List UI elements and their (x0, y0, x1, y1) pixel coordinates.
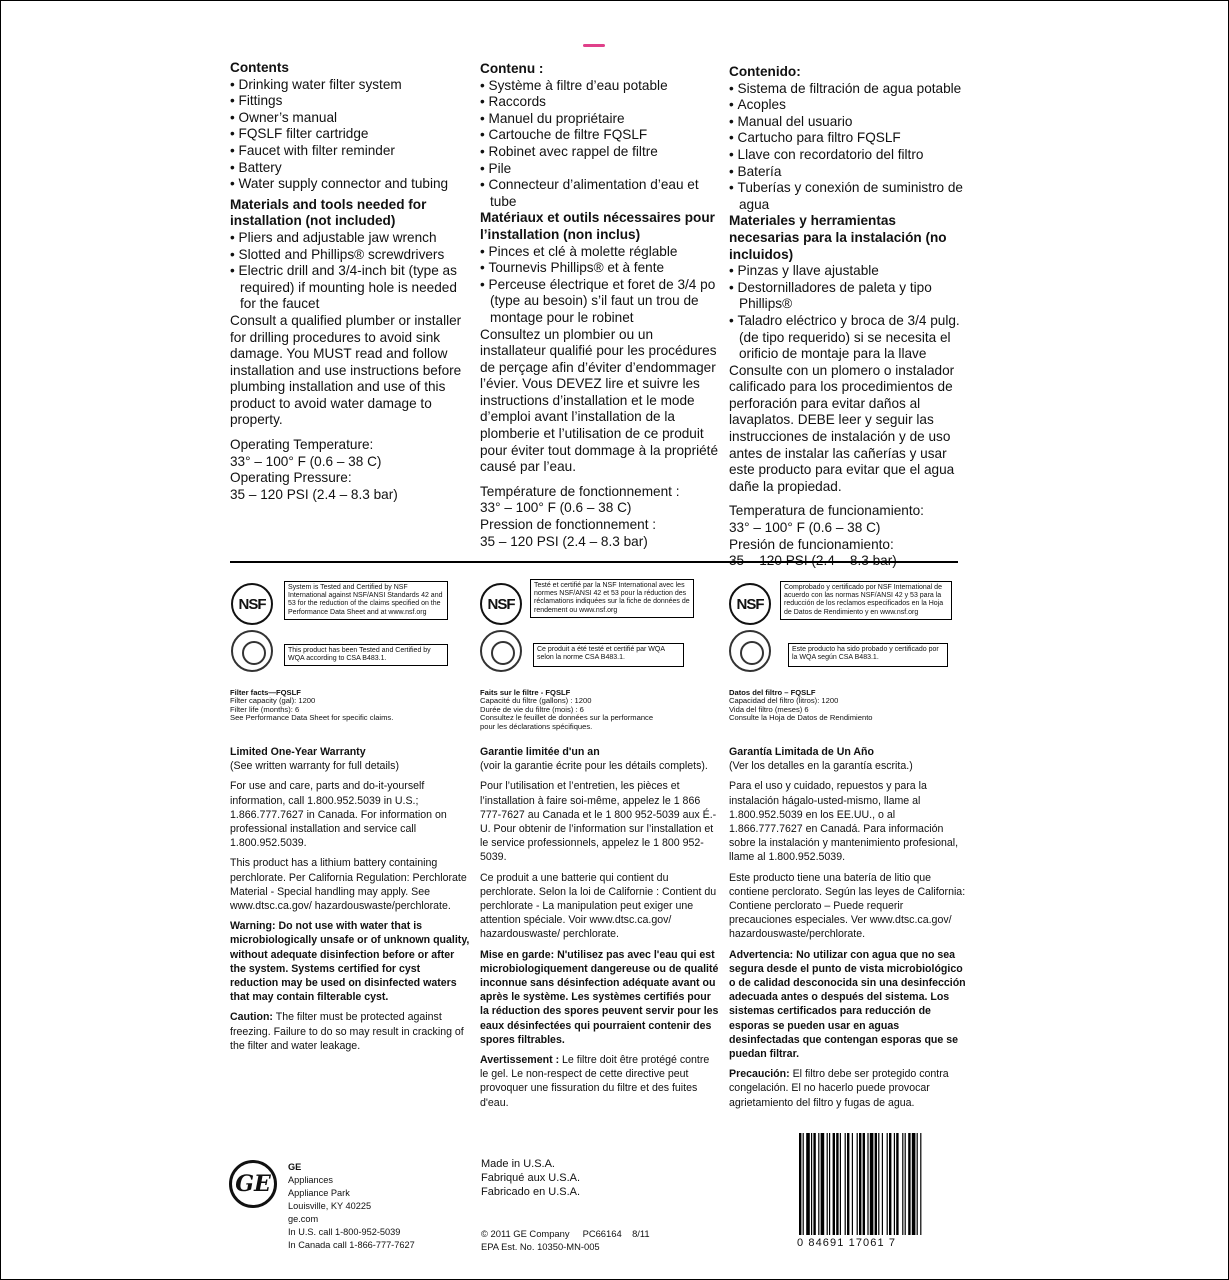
barcode-bar (887, 1133, 888, 1235)
filter-facts-title: Faits sur le filtre - FQSLF (480, 688, 571, 697)
contents-list (729, 81, 969, 214)
list-item: • Llave con recordatorio del filtro (729, 147, 969, 164)
warning-text: Mise en garde: N'utilisez pas avec l'eau qui est microbiologiquement dangereuse ou de qualité inconnue sans désinfection adéquate avant ou après le système. Les systèmes certifiés pour la réduction des spores peuvent servir pour les eaux désinfectées qui pourraient contenir des spores filtrables. (480, 948, 719, 1046)
barcode-bar (811, 1133, 812, 1235)
caution-label: Avertissement : (480, 1054, 560, 1067)
list-item: • Taladro eléctrico y broca de 3/4 pulg. (de tipo requerido) si se necesita el orificio de montaje para la llave (729, 313, 969, 363)
pressure-value: 35 – 120 PSI (2.4 – 8.3 bar) (480, 533, 648, 549)
tools-list (729, 263, 969, 363)
made-in-line: Fabriqué aux U.S.A. (481, 1172, 581, 1184)
nsf-certification-text: System is Tested and Certified by NSF International against NSF/ANSI Standards 42 and 53 for the reduction of the claims specified on the Performance Data Sheet and at www.nsf.org (284, 581, 448, 620)
made-in-line: Fabricado en U.S.A. (481, 1186, 581, 1198)
barcode-bar (827, 1133, 828, 1235)
barcode (797, 1133, 961, 1238)
wqa-seal-icon (231, 630, 273, 672)
nsf-logo-icon: NSF (480, 583, 522, 625)
copyright: © 2011 GE Company PC66164 8/11 (481, 1228, 650, 1239)
section-divider (230, 561, 958, 563)
list-item: • Manual del usuario (729, 114, 969, 131)
service-info: Pour l’utilisation et l’entretien, les pièces et l’installation à faire soi-même, appelez le 1 866 777-7627 au Canada et le 1 800 952-5039 aux É.-U. Pour obtenir de l’information sur l’installation et le service professionnels, appelez le 1 800 952-5039. (480, 780, 717, 864)
pressure-label: Operating Pressure: (230, 470, 352, 486)
temp-value: 33° – 100° F (0.6 – 38 C) (480, 500, 632, 516)
barcode-bar (917, 1133, 918, 1235)
warranty-subtitle: (See written warranty for full details) (230, 760, 399, 773)
caution-text (480, 1053, 720, 1110)
filter-fact: Filter life (months): 6 (230, 704, 300, 714)
us-phone: In U.S. call 1-800-952-5039 (288, 1227, 401, 1237)
wqa-seal-icon (480, 630, 522, 672)
list-item: • Pinces et clé à molette réglable (480, 244, 720, 261)
barcode-bar (833, 1133, 835, 1235)
contents-title: Contents (230, 60, 289, 75)
filter-fact: Vida del filtro (meses) 6 (729, 704, 809, 714)
filter-fact: Capacidad del filtro (litros): 1200 (729, 696, 839, 706)
website: ge.com (288, 1214, 319, 1224)
nsf-logo-icon: NSF (231, 583, 273, 625)
barcode-bar (821, 1133, 825, 1235)
filter-fact: Consulte la Hoja de Datos de Rendimiento (729, 713, 873, 723)
barcode-bar (803, 1133, 804, 1235)
temp-label: Température de fonctionnement : (480, 483, 680, 499)
barcode-bar (806, 1133, 810, 1235)
list-item: • Destornilladores de paleta y tipo Phillips® (729, 280, 969, 313)
barcode-bar (813, 1133, 815, 1235)
canada-phone: In Canada call 1-866-777-7627 (288, 1240, 415, 1250)
barcode-bar (867, 1133, 868, 1235)
barcode-bar (840, 1133, 841, 1235)
pressure-label: Pression de fonctionnement : (480, 517, 657, 533)
warning-text: Advertencia: No utilizar con agua que no sea segura desde el punto de vista microbiológico o de calidad desconocida sin una desinfección adecuada antes o después del sistema. Los sistemas certificados para reducción de esporas se pueden usar en aguas desinfectadas que contengan esporas que se puedan filtrar. (729, 948, 966, 1061)
nsf-logo-icon: NSF (729, 583, 771, 625)
barcode-bar (894, 1133, 895, 1235)
warning-text: Warning: Do not use with water that is microbiologically unsafe or of unknown quality, without adequate disinfection before or after the system. Systems certified for cyst reduction may be used on disinfected waters that may contain filterable cyst. (230, 920, 470, 1004)
battery-notice: This product has a lithium battery containing perchlorate. Per California Regulation: Perchlorate Material - Special handling may apply. See www.dtsc.ca.gov/ hazardouswaste/perchlorate. (230, 857, 467, 913)
list-item: • Battery (230, 160, 470, 177)
upc-number: 0 84691 17061 7 (797, 1237, 897, 1249)
made-in-line: Made in U.S.A. (481, 1158, 555, 1170)
barcode-bar (902, 1133, 903, 1235)
pressure-label: Presión de funcionamiento: (729, 536, 894, 552)
french-instructions (480, 61, 720, 550)
caution-body: The filter must be protected against freezing. Failure to do so may result in cracking of the filter and water leakage. (230, 1011, 464, 1052)
tools-title: Materials and tools needed for installation (not included) (230, 196, 427, 229)
list-item: • Owner’s manual (230, 110, 470, 127)
list-item: • Manuel du propriétaire (480, 111, 720, 128)
barcode-bar (829, 1133, 830, 1235)
list-item: • Cartouche de filtre FQSLF (480, 127, 720, 144)
wqa-certification-text: Este producto ha sido probado y certificado por la WQA según CSA B483.1. (788, 643, 948, 667)
barcode-bar (878, 1133, 879, 1235)
address-line: Appliances (288, 1175, 333, 1185)
barcode-bar (845, 1133, 846, 1235)
contents-title: Contenido: (729, 64, 801, 79)
barcode-bar (857, 1133, 858, 1235)
warranty-title: Garantía Limitada de Un Año (729, 746, 874, 758)
nsf-certification-text: Comprobado y certificado por NSF International de acuerdo con las normas NSF/ANSI 42 y 53 para la reducción de los reclamos especificados en la Hoja de Datos de Rendimiento y en www.nsf.org (780, 581, 952, 620)
service-info: Para el uso y cuidado, repuestos y para la instalación hágalo-usted-mismo, llame al 1.800.952.5039 en los EE.UU., o al 1.866.777.7627 en Canadá. Para información sobre la instalación y mantenimiento profesional, llame al 1.800.952.5039. (729, 780, 959, 864)
list-item: • Pile (480, 161, 720, 178)
legal-info (481, 1227, 650, 1253)
barcode-bar (818, 1133, 819, 1235)
barcode-bar (912, 1133, 916, 1235)
barcode-bar (847, 1133, 849, 1235)
filter-fact: Consultez le feuillet de données sur la performance pour les déclarations spécifiques. (480, 713, 654, 731)
caution-body: Le filtre doit être protégé contre le gel. Le non-respect de cette directive peut provoquer une fissuration du filtre et des fuites d'eau. (480, 1054, 710, 1109)
spanish-warranty (729, 745, 969, 1116)
list-item: • Système à filtre d’eau potable (480, 78, 720, 95)
color-mark (583, 44, 605, 47)
tools-list (480, 244, 720, 327)
filter-fact: Filter capacity (gal): 1200 (230, 696, 316, 706)
barcode-bar (863, 1133, 865, 1235)
filter-facts (230, 689, 430, 723)
list-item: • Perceuse électrique et foret de 3/4 po (type au besoin) s’il faut un trou de montage pour le robinet (480, 277, 720, 327)
consult-text: Consult a qualified plumber or installer for drilling procedures to avoid sink damage. You MUST read and follow installation and use instructions before plumbing installation and use of this product to avoid water damage to property. (230, 312, 462, 428)
filter-fact: Durée de vie du filtre (mois) : 6 (480, 704, 584, 714)
temp-value: 33° – 100° F (0.6 – 38 C) (729, 520, 881, 536)
consult-text: Consulte con un plomero o instalador calificado para los procedimientos de perforación para evitar daños al lavaplatos. DEBE leer y seguir las instrucciones de instalación y de uso antes de instalar las cañerías y usar este producto para evitar que el agua dañe la propiedad. (729, 362, 955, 494)
spanish-instructions (729, 64, 969, 570)
warranty-subtitle: (Ver los detalles en la garantía escrita.) (729, 760, 913, 773)
barcode-bar (799, 1133, 801, 1235)
filter-facts-title: Datos del filtro – FQSLF (729, 688, 816, 697)
tools-list (230, 230, 470, 313)
battery-notice: Ce produit a une batterie qui contient du perchlorate. Selon la loi de Californie : Contient du perchlorate - La manipulation peut exiger une attention spéciale. Voir www.dtsc.ca.gov/ hazardouswaste/ perchlorate. (480, 871, 717, 941)
address-line: Appliance Park (288, 1188, 350, 1198)
ge-logo-icon: GE (229, 1160, 277, 1208)
barcode-bar (852, 1133, 853, 1235)
list-item: • Raccords (480, 94, 720, 111)
list-item: • Cartucho para filtro FQSLF (729, 130, 969, 147)
service-info: For use and care, parts and do-it-yourself information, call 1.800.952.5039 in U.S.; 1.866.777.7627 in Canada. For information on professional installation and service call 1.800.952.5039. (230, 780, 447, 850)
contents-list (480, 78, 720, 211)
barcode-bar (908, 1133, 910, 1235)
caution-text (230, 1010, 470, 1053)
wqa-certification-text: This product has been Tested and Certified by WQA according to CSA B483.1. (284, 644, 448, 666)
list-item: • Acoples (729, 97, 969, 114)
barcode-bar (905, 1133, 906, 1235)
contents-title: Contenu : (480, 61, 544, 76)
list-item: • Faucet with filter reminder (230, 143, 470, 160)
list-item: • Slotted and Phillips® screwdrivers (230, 247, 470, 264)
barcode-bar (836, 1133, 838, 1235)
barcode-bar (875, 1133, 877, 1235)
list-item: • Tuberías y conexión de suministro de agua (729, 180, 969, 213)
made-in (481, 1157, 580, 1199)
barcode-bar (859, 1133, 861, 1235)
temp-value: 33° – 100° F (0.6 – 38 C) (230, 453, 382, 469)
filter-facts (729, 689, 929, 723)
list-item: • Tournevis Phillips® et à fente (480, 260, 720, 277)
battery-notice: Este producto tiene una batería de litio que contiene perclorato. Según las leyes de California: Contiene perclorato – Puede requerir precauciones especiales. Ver www.dtsc.ca.gov/ hazardouswaste/perchlorate. (729, 871, 966, 941)
nsf-certification-text: Testé et certifié par la NSF International avec les normes NSF/ANSI 42 et 53 pour la réduction des réclamations indiquées sur la fiche de données de rendement ou www.nsf.org (530, 579, 694, 618)
company-name: GE (288, 1162, 302, 1172)
list-item: • Fittings (230, 93, 470, 110)
company-address (288, 1161, 415, 1252)
warranty-title: Limited One-Year Warranty (230, 746, 366, 758)
list-item: • FQSLF filter cartridge (230, 126, 470, 143)
english-instructions (230, 60, 470, 503)
filter-facts (480, 689, 660, 731)
list-item: • Drinking water filter system (230, 77, 470, 94)
filter-facts-title: Filter facts—FQSLF (230, 688, 301, 697)
list-item: • Robinet avec rappel de filtre (480, 144, 720, 161)
list-item: • Electric drill and 3/4-inch bit (type as required) if mounting hole is needed for the faucet (230, 263, 470, 313)
temp-label: Temperatura de funcionamiento: (729, 503, 924, 519)
caution-label: Precaución: (729, 1068, 790, 1081)
warranty-title: Garantie limitée d'un an (480, 746, 600, 758)
english-warranty (230, 745, 470, 1059)
barcode-bars (797, 1133, 961, 1238)
list-item: • Water supply connector and tubing (230, 176, 470, 193)
list-item: • Pinzas y llave ajustable (729, 263, 969, 280)
consult-text: Consultez un plombier ou un installateur qualifié pour les procédures de perçage afin d’éviter d’endommager l’évier. Vous DEVEZ lire et suivre les instructions d’installation et le mode d’emploi avant l’installation de la plomberie et l’utilisation de ce produit pour éviter tout dommage à la propriété causé par l’eau. (480, 326, 719, 475)
barcode-bar (889, 1133, 891, 1235)
list-item: • Batería (729, 164, 969, 181)
caution-body: El filtro debe ser protegido contra congelación. El no hacerlo puede provocar agrietamiento del filtro y fugas de agua. (729, 1068, 949, 1109)
wqa-seal-icon (729, 630, 771, 672)
french-warranty (480, 745, 720, 1116)
barcode-bar (870, 1133, 874, 1235)
list-item: • Sistema de filtración de agua potable (729, 81, 969, 98)
barcode-bar (896, 1133, 898, 1235)
contents-list (230, 77, 470, 193)
filter-fact: Capacité du filtre (gallons) : 1200 (480, 696, 592, 706)
list-item: • Pliers and adjustable jaw wrench (230, 230, 470, 247)
caution-text (729, 1067, 969, 1110)
warranty-subtitle: (voir la garantie écrite pour les détails complets). (480, 760, 708, 773)
wqa-certification-text: Ce produit a été testé et certifié par WQA selon la norme CSA B483.1. (533, 643, 684, 667)
filter-fact: See Performance Data Sheet for specific claims. (230, 713, 394, 723)
tools-title: Matériaux et outils nécessaires pour l’installation (non inclus) (480, 210, 715, 242)
barcode-bar (882, 1133, 883, 1235)
barcode-bar (920, 1133, 921, 1235)
temp-label: Operating Temperature: (230, 437, 374, 453)
list-item: • Connecteur d’alimentation d’eau et tube (480, 177, 720, 210)
caution-label: Caution: (230, 1011, 273, 1024)
pressure-value: 35 – 120 PSI (2.4 – 8.3 bar) (230, 486, 398, 502)
address-line: Louisville, KY 40225 (288, 1201, 372, 1211)
tools-title: Materiales y herramientas necesarias para la instalación (no incluidos) (729, 213, 947, 262)
epa-number: EPA Est. No. 10350-MN-005 (481, 1241, 600, 1252)
